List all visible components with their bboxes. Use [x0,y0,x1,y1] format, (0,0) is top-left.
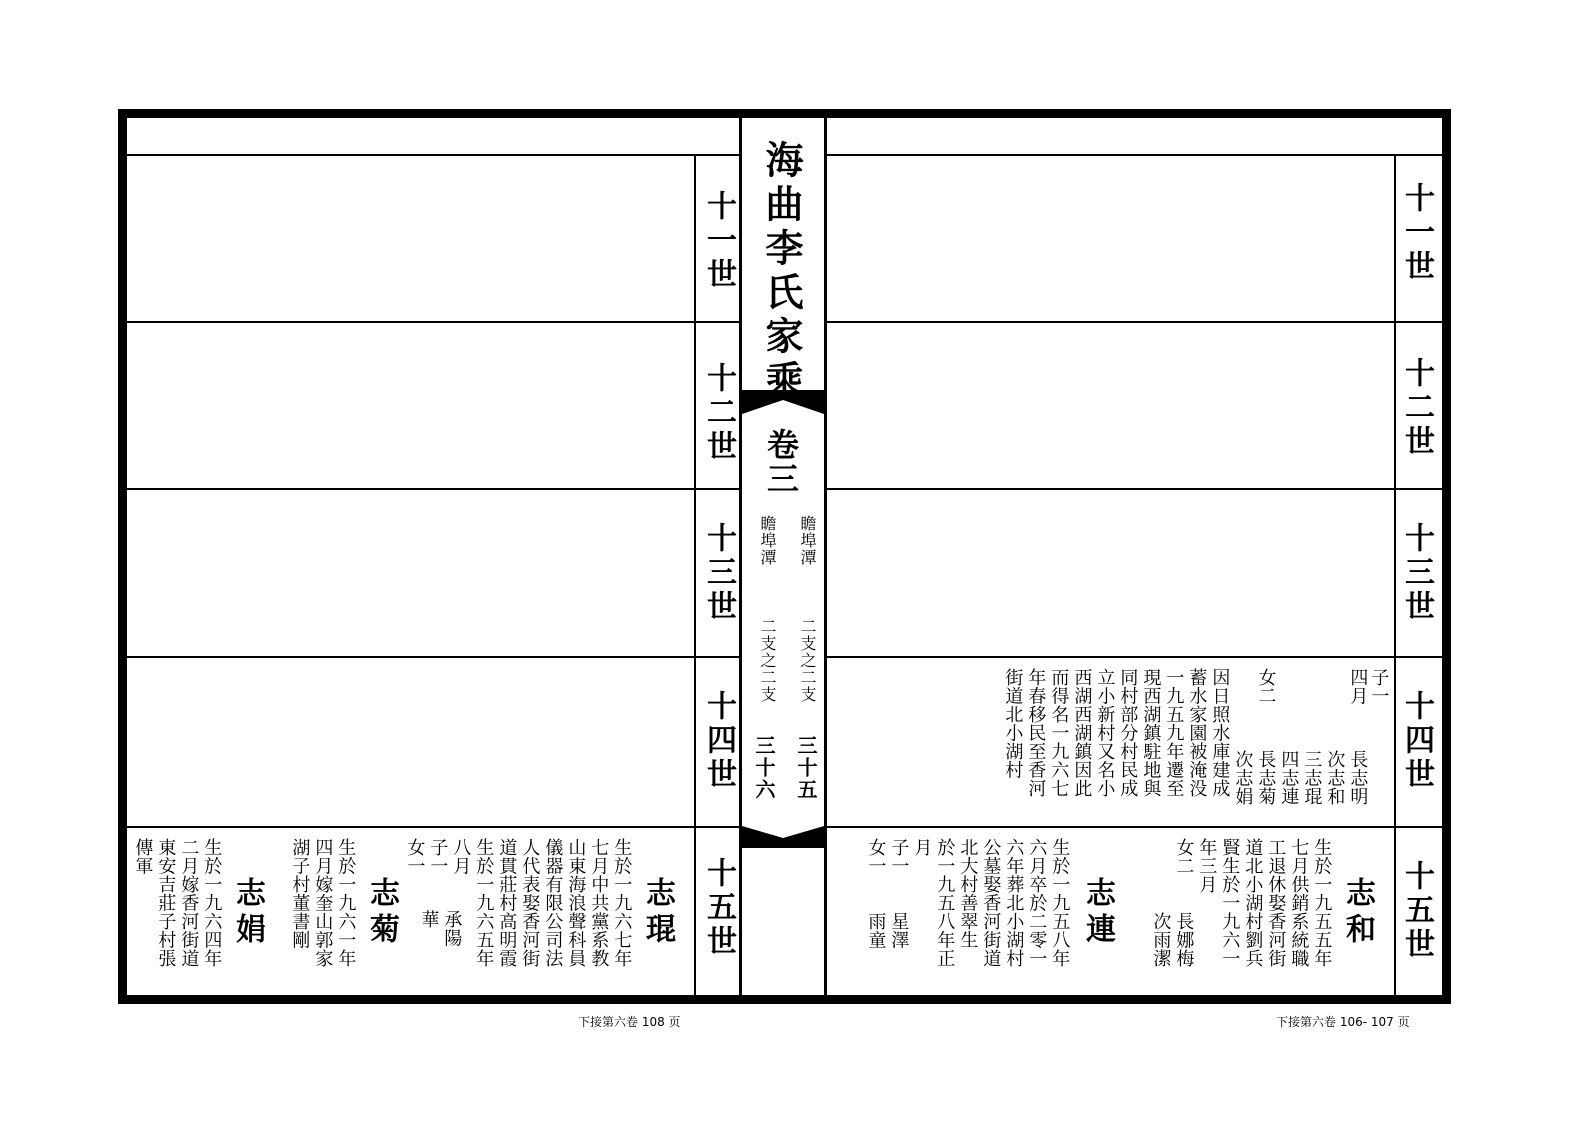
person-name-zhihe: 志和 [1340,877,1375,949]
bio-line: 山東海浪聲科員 [565,838,587,968]
bio-line: 四月嫁奎山郭家 [312,838,334,968]
rule [827,656,1442,658]
bio-line: 傳軍 [132,838,154,875]
gen14-narrative: 年春移民至香河 [1025,668,1047,798]
gen14-narrative: 一九五九年遷至 [1163,668,1185,798]
bio-line: 六年葬北小湖村 [1003,838,1025,968]
left-page-number: 三十六 [752,735,776,801]
bio-line: 子一 [888,838,910,875]
child-name: 長娜梅 [1173,912,1195,968]
volume-label: 卷三 [762,428,800,496]
bio-line: 女一 [865,838,887,875]
gen-label-11: 十一世 [701,190,736,292]
rule [827,321,1442,323]
child-name: 三志琨 [1301,750,1323,806]
rule [127,154,740,156]
bio-line: 八月 [450,838,472,875]
rule [827,154,1442,156]
bio-line: 月 [911,838,933,857]
bio-line: 工退休娶香河街 [1265,838,1287,968]
bio-line: 生於一九六七年 [611,838,633,968]
bio-line: 生於一九六五年 [473,838,495,968]
left-branch-label: 二支之二支 [758,618,777,703]
child-name: 次志娟 [1232,750,1254,806]
child-name: 四志連 [1278,750,1300,806]
right-place-label: 瞻埠潭 [798,515,817,566]
bio-line: 子一 [427,838,449,875]
bio-line: 東安吉莊子村張 [155,838,177,968]
rule [694,154,696,995]
child-name: 承陽 [441,910,463,947]
bio-line: 女一 [404,838,426,875]
gen-label-11: 十一世 [1399,182,1434,284]
bio-line: 生於一九六一年 [335,838,357,968]
bio-line: 七月中共黨系教 [588,838,610,968]
fishtail-bottom-icon [742,820,824,850]
bio-line: 生於一九五八年 [1049,838,1071,968]
bio-line: 人代表娶香河街 [519,838,541,968]
gen14-text: 女二 [1255,668,1277,704]
rule [127,656,740,658]
bio-line: 賢生於一九六一 [1219,838,1241,968]
bio-line: 北大村善翠生 [957,838,979,949]
bio-line: 儀器有限公司法 [542,838,564,968]
gen14-narrative: 蓄水家園被淹没 [1186,668,1208,798]
bio-line: 二月嫁香河街道 [178,838,200,968]
bio-line: 生於一九五五年 [1311,838,1333,968]
person-name-zhikun: 志琨 [640,877,675,949]
gen-label-14: 十四世 [701,690,736,792]
child-name: 次雨潔 [1150,912,1172,968]
bio-line: 生於一九六四年 [201,838,223,968]
child-name: 星澤 [888,912,910,949]
gen14-text: 四月 [1347,668,1369,705]
gen14-narrative: 現西湖鎮駐地與 [1140,668,1162,798]
child-name: 次志和 [1324,750,1346,806]
bio-line: 女二 [1173,838,1195,875]
person-name-zhilian: 志連 [1080,877,1115,949]
gen-label-13: 十三世 [1399,522,1434,624]
rule [827,488,1442,490]
spine-left-rule [739,118,742,995]
rule [127,321,740,323]
gen14-narrative: 街道北小湖村 [1002,668,1024,779]
left-footer-note: 下接第六卷 108 页 [578,1015,681,1029]
gen-label-15: 十五世 [1399,860,1434,962]
gen-label-12: 十二世 [701,362,736,464]
rule [827,826,1442,828]
child-name: 華 [418,910,440,929]
person-name-zhiju: 志菊 [364,877,399,949]
spine-right-rule [824,118,827,995]
gen14-narrative: 因日照水庫建成 [1209,668,1231,798]
bio-line: 道貫莊村高明霞 [496,838,518,968]
bio-line: 於一九五八年正 [934,838,956,968]
gen14-narrative: 同村部分村民成 [1117,668,1139,798]
right-branch-label: 二支之二支 [798,618,817,703]
gen14-narrative: 而得名一九六七 [1048,668,1070,798]
gen-label-13: 十三世 [701,522,736,624]
bio-line: 六月卒於二零一 [1026,838,1048,968]
rule [127,488,740,490]
left-place-label: 瞻埠潭 [758,515,777,566]
bio-line: 道北小湖村劉兵 [1242,838,1264,968]
gen14-narrative: 立小新村又名小 [1094,668,1116,798]
bio-line: 年三月 [1196,838,1218,894]
child-name: 長志菊 [1255,750,1277,806]
rule [127,826,740,828]
gen-label-12: 十二世 [1399,357,1434,459]
right-page-number: 三十五 [794,735,818,801]
bio-line: 湖子村董書剛 [289,838,311,949]
gen-label-14: 十四世 [1399,690,1434,792]
child-name: 長志明 [1347,750,1369,806]
bio-line: 公墓娶香河街道 [980,838,1002,968]
rule [1394,154,1396,995]
gen-label-15: 十五世 [701,857,736,959]
gen14-text: 子一 [1368,668,1390,705]
bio-line: 七月供銷系統職 [1288,838,1310,968]
book-title: 海曲李氏家乘 [759,140,804,404]
person-name-zhijuan: 志娟 [230,877,265,949]
right-footer-note: 下接第六卷 106- 107 页 [1276,1015,1410,1029]
gen14-narrative: 西湖西湖鎮因此 [1071,668,1093,798]
child-name: 雨童 [865,912,887,949]
